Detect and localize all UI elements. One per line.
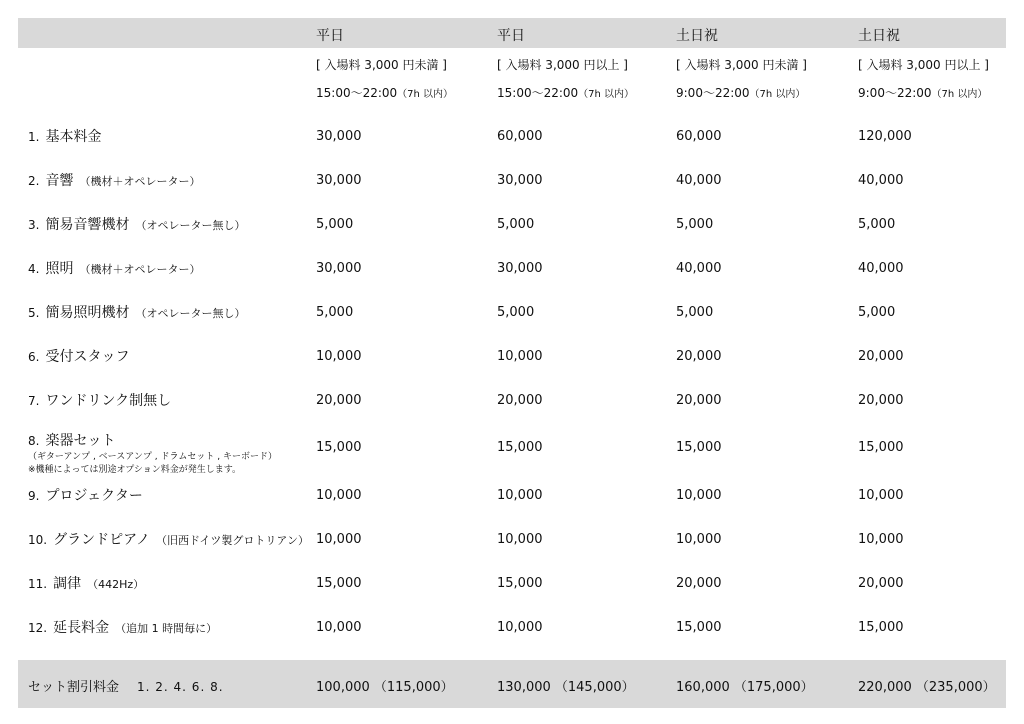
price-cell: 30,000 [497, 173, 543, 188]
table-row [0, 530, 1024, 550]
price-cell: 30,000 [497, 261, 543, 276]
price-cell: 60,000 [497, 129, 543, 144]
price-cell: 10,000 [676, 532, 722, 547]
price-cell: 15,000 [676, 440, 722, 455]
column-fee-condition: [ 入場料 3,000 円未満 ] [316, 58, 447, 72]
row-number: 12. [28, 621, 48, 635]
summary-label [28, 676, 224, 695]
price-cell: 120,000 [858, 129, 912, 144]
row-label [28, 431, 115, 451]
column-header-day: 土日祝 [858, 28, 900, 44]
price-cell: 20,000 [316, 393, 362, 408]
row-label [28, 530, 309, 551]
row-number: 9. [28, 489, 40, 503]
column-fee-condition: [ 入場料 3,000 円未満 ] [676, 58, 807, 72]
row-label [28, 171, 200, 192]
table-row [0, 574, 1024, 594]
table-row [0, 347, 1024, 367]
price-cell: 20,000 [497, 393, 543, 408]
row-label [28, 127, 101, 147]
price-cell: 20,000 [858, 393, 904, 408]
price-cell: 10,000 [497, 488, 543, 503]
row-label [28, 303, 245, 324]
summary-items: 1. 2. 4. 6. 8. [137, 680, 224, 694]
time-limit: （7h 以内） [397, 89, 454, 100]
column-header-day: 平日 [497, 28, 525, 44]
price-cell: 5,000 [858, 305, 896, 320]
price-cell: 15,000 [858, 440, 904, 455]
price-cell: 30,000 [316, 261, 362, 276]
row-note: （機材＋オペレーター） [79, 263, 201, 276]
price-cell: 30,000 [316, 173, 362, 188]
column-time [676, 84, 805, 101]
price-cell: 20,000 [858, 576, 904, 591]
row-number: 11. [28, 577, 48, 591]
row-number: 10. [28, 533, 48, 547]
price-cell: 10,000 [497, 532, 543, 547]
row-subnote: （ギターアンプ , ベースアンプ , ドラムセット , キーボード） [28, 452, 277, 462]
table-row [0, 618, 1024, 638]
price-cell: 10,000 [858, 532, 904, 547]
row-number: 3. [28, 218, 40, 232]
price-cell: 15,000 [497, 576, 543, 591]
price-cell: 5,000 [676, 217, 714, 232]
price-cell: 60,000 [676, 129, 722, 144]
row-label [28, 618, 217, 639]
time-limit: （7h 以内） [931, 89, 988, 100]
price-cell: 15,000 [676, 620, 722, 635]
table-row [0, 171, 1024, 191]
summary-price: 220,000 （235,000） [858, 680, 996, 695]
row-title: 延長料金 [53, 620, 110, 636]
column-time [316, 84, 453, 101]
row-title: 音響 [45, 173, 74, 189]
time-range: 9:00〜22:00 [676, 86, 750, 100]
row-number: 2. [28, 174, 40, 188]
row-note: （追加 1 時間毎に） [115, 622, 218, 635]
price-cell: 5,000 [858, 217, 896, 232]
row-title: プロジェクター [45, 488, 143, 504]
price-cell: 15,000 [497, 440, 543, 455]
price-cell: 10,000 [858, 488, 904, 503]
price-cell: 40,000 [858, 173, 904, 188]
price-cell: 10,000 [316, 349, 362, 364]
row-note: （442Hz） [87, 578, 145, 591]
row-number: 6. [28, 350, 40, 364]
time-limit: （7h 以内） [578, 89, 635, 100]
row-title: グランドピアノ [53, 532, 150, 548]
table-row [0, 486, 1024, 506]
table-row [0, 391, 1024, 411]
column-header-day: 平日 [316, 28, 344, 44]
row-title: 簡易照明機材 [45, 305, 130, 321]
column-fee-condition: [ 入場料 3,000 円以上 ] [497, 58, 628, 72]
price-cell: 40,000 [676, 173, 722, 188]
row-label [28, 486, 143, 506]
price-cell: 5,000 [676, 305, 714, 320]
table-row [0, 127, 1024, 147]
time-range: 15:00〜22:00 [316, 86, 398, 100]
price-cell: 20,000 [676, 393, 722, 408]
price-cell: 20,000 [858, 349, 904, 364]
row-number: 5. [28, 306, 40, 320]
row-note: （旧西ドイツ製グロトリアン） [155, 534, 309, 547]
price-cell: 40,000 [676, 261, 722, 276]
column-time [858, 84, 987, 101]
price-cell: 20,000 [676, 576, 722, 591]
price-cell: 40,000 [858, 261, 904, 276]
time-range: 15:00〜22:00 [497, 86, 579, 100]
table-row [0, 431, 1024, 455]
price-cell: 5,000 [497, 217, 535, 232]
summary-price: 160,000 （175,000） [676, 680, 814, 695]
row-number: 4. [28, 262, 40, 276]
row-title: 受付スタッフ [45, 349, 130, 365]
column-time [497, 84, 634, 101]
row-title: 簡易音響機材 [45, 217, 130, 233]
price-cell: 20,000 [676, 349, 722, 364]
price-cell: 10,000 [676, 488, 722, 503]
price-cell: 15,000 [316, 576, 362, 591]
row-label [28, 215, 245, 236]
price-cell: 5,000 [497, 305, 535, 320]
price-cell: 5,000 [316, 305, 354, 320]
summary-title: セット割引料金 [28, 680, 120, 695]
row-number: 7. [28, 394, 40, 408]
price-cell: 15,000 [316, 440, 362, 455]
row-title: 調律 [53, 576, 82, 592]
row-label [28, 574, 144, 595]
price-cell: 10,000 [316, 488, 362, 503]
row-label [28, 391, 171, 411]
summary-price: 100,000 （115,000） [316, 680, 454, 695]
price-cell: 10,000 [497, 349, 543, 364]
time-range: 9:00〜22:00 [858, 86, 932, 100]
summary-price: 130,000 （145,000） [497, 680, 635, 695]
row-label [28, 347, 129, 367]
table-row [0, 303, 1024, 323]
row-number: 1. [28, 130, 40, 144]
row-note: （機材＋オペレーター） [79, 175, 201, 188]
column-fee-condition: [ 入場料 3,000 円以上 ] [858, 58, 989, 72]
price-cell: 10,000 [316, 620, 362, 635]
column-header-day: 土日祝 [676, 28, 718, 44]
row-title: 基本料金 [45, 129, 102, 145]
table-row [0, 215, 1024, 235]
row-number: 8. [28, 434, 40, 448]
row-subnote: ※機種によっては別途オプション料金が発生します。 [28, 465, 242, 475]
price-cell: 5,000 [316, 217, 354, 232]
row-title: 楽器セット [45, 433, 116, 449]
row-title: 照明 [45, 261, 74, 277]
row-note: （オペレーター無し） [135, 219, 246, 232]
price-cell: 15,000 [858, 620, 904, 635]
row-note: （オペレーター無し） [135, 307, 246, 320]
price-cell: 10,000 [497, 620, 543, 635]
row-label [28, 259, 200, 280]
row-title: ワンドリンク制無し [45, 393, 172, 409]
price-cell: 30,000 [316, 129, 362, 144]
time-limit: （7h 以内） [749, 89, 806, 100]
price-cell: 10,000 [316, 532, 362, 547]
table-row [0, 259, 1024, 279]
